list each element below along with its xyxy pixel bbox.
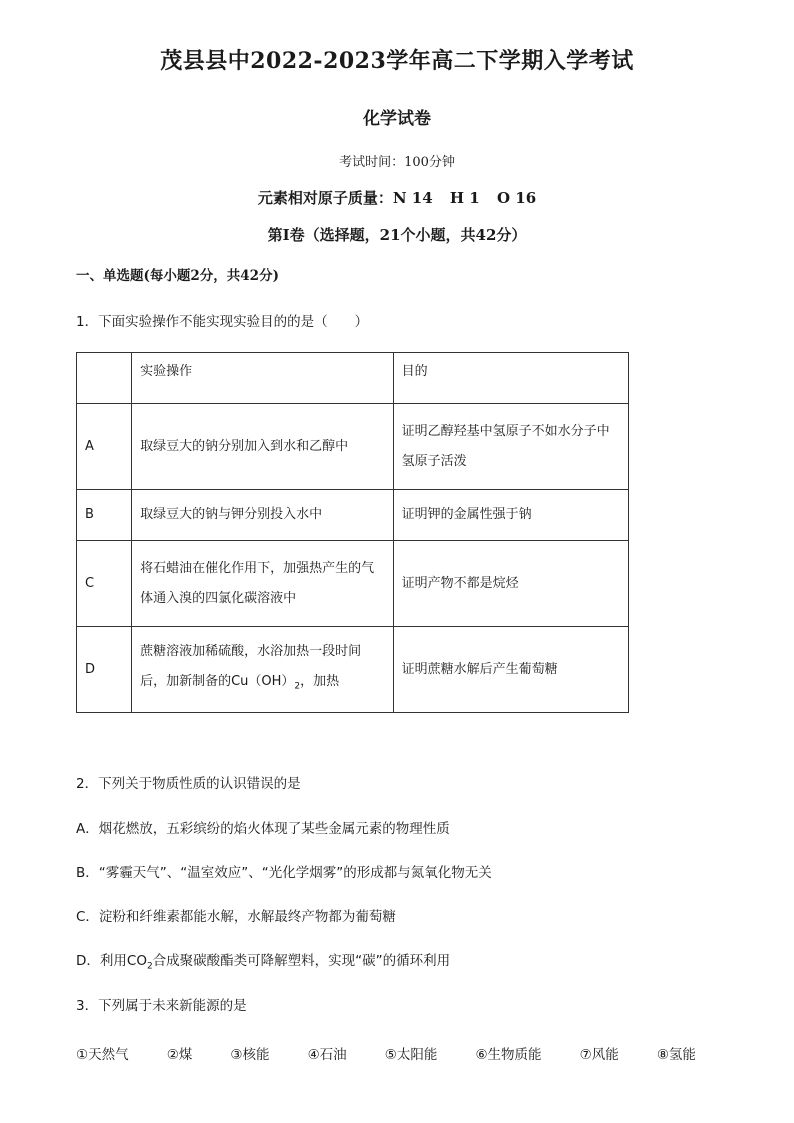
table-row <box>77 627 629 713</box>
q2-option-c: C．淀粉和纤维素都能水解，水解最终产物都为葡萄糖 <box>76 909 396 925</box>
q1-table <box>76 352 629 713</box>
option-text: 合成聚碳酸酯类可降解塑料，实现“碳”的循环利用 <box>152 953 451 969</box>
row-operation: 取绿豆大的钠与钾分别投入水中 <box>132 490 393 541</box>
subscript: 2 <box>294 681 301 692</box>
atomic-mass-o: O 16 <box>496 189 537 207</box>
subscript: 2 <box>146 961 153 972</box>
row-operation: 取绿豆大的钠分别加入到水和乙醇中 <box>132 404 393 490</box>
atomic-mass-n: 元素相对原子质量：N 14 <box>257 189 433 207</box>
section-title: 一、单选题(每小题2分，共42分) <box>76 268 279 284</box>
q3-option: ⑥生物质能 <box>475 1047 542 1063</box>
q3-option: ③核能 <box>230 1047 270 1063</box>
row-goal: 证明钾的金属性强于钠 <box>393 490 628 541</box>
q3-option: ⑤太阳能 <box>384 1047 438 1063</box>
q3-stem: 3．下列属于未来新能源的是 <box>76 998 247 1014</box>
q3-option: ⑧氢能 <box>656 1047 696 1063</box>
row-label: B <box>77 490 132 541</box>
q2-option-a: A．烟花燃放，五彩缤纷的焰火体现了某些金属元素的物理性质 <box>76 821 450 837</box>
table-row <box>77 490 629 541</box>
table-header-cell <box>77 353 132 404</box>
row-operation: 将石蜡油在催化作用下，加强热产生的气体通入溴的四氯化碳溶液中 <box>132 541 393 627</box>
row-operation <box>132 627 393 713</box>
row-op-text: ，加热 <box>300 674 340 690</box>
table-header-cell: 目的 <box>393 353 628 404</box>
table-row <box>77 404 629 490</box>
q3-options <box>76 1043 696 1063</box>
row-label: A <box>77 404 132 490</box>
exam-title: 茂县县中2022-2023学年高二下学期入学考试 <box>160 48 634 74</box>
part-title: 第I卷（选择题，21个小题，共42分） <box>267 226 527 244</box>
q3-option: ②煤 <box>166 1047 193 1063</box>
row-goal: 证明乙醇羟基中氢原子不如水分子中氢原子活泼 <box>393 404 628 490</box>
q2-option-b: B．“雾霾天气”、“温室效应”、“光化学烟雾”的形成都与氮氧化物无关 <box>76 865 492 881</box>
q2-stem: 2．下列关于物质性质的认识错误的是 <box>76 776 301 792</box>
row-goal: 证明产物不都是烷烃 <box>393 541 628 627</box>
q3-option: ④石油 <box>307 1047 347 1063</box>
atomic-mass-line <box>0 187 794 208</box>
row-op-text: 蔗糖溶液加稀硫酸，水浴加热一段时间后，加新制备的Cu（OH） <box>140 644 362 690</box>
row-goal: 证明蔗糖水解后产生葡萄糖 <box>393 627 628 713</box>
q1-stem: 1．下面实验操作不能实现实验目的的是（ ） <box>76 314 369 330</box>
row-label: D <box>77 627 132 713</box>
table-header-cell: 实验操作 <box>132 353 393 404</box>
q3-option: ①天然气 <box>76 1047 129 1063</box>
table-header-row <box>77 353 629 404</box>
option-text: D．利用CO <box>76 953 147 969</box>
exam-subtitle: 化学试卷 <box>363 109 431 129</box>
table-row <box>77 541 629 627</box>
q2-option-d <box>76 949 450 972</box>
exam-time: 考试时间：100分钟 <box>339 155 455 170</box>
atomic-mass-h: H 1 <box>449 189 480 207</box>
q3-option: ⑦风能 <box>579 1047 619 1063</box>
row-label: C <box>77 541 132 627</box>
